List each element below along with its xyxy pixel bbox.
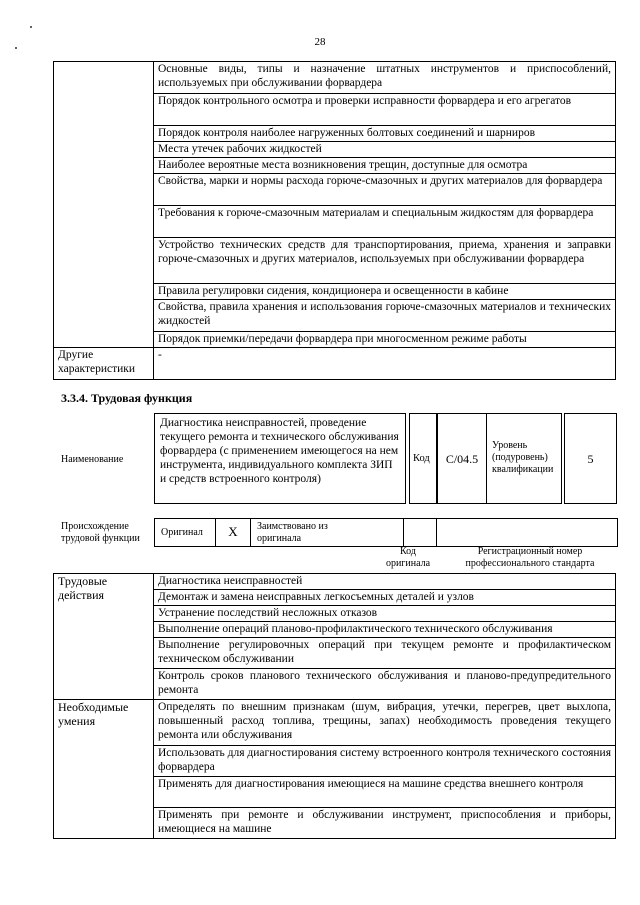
skills-label: Необходимые умения xyxy=(54,700,154,839)
knowledge-row: Порядок контроля наиболее нагруженных болтовых соединений и шарниров xyxy=(154,126,616,142)
origin-reg-box xyxy=(436,518,618,547)
knowledge-row: Свойства, марки и нормы расхода горюче-смазочных и других материалов для форвардера xyxy=(154,174,616,206)
original-mark-box xyxy=(215,518,251,547)
knowledge-label-cell xyxy=(54,62,154,348)
level-label-box xyxy=(486,413,562,504)
actions-label: Трудовые действия xyxy=(54,574,154,700)
action-row: Демонтаж и замена неисправных легкосъемных деталей и узлов xyxy=(154,590,616,606)
level-value: 5 xyxy=(587,452,594,466)
borrowed-label: Заимствовано из оригинала xyxy=(257,521,328,544)
level-value-box xyxy=(564,413,617,504)
code-label-box xyxy=(409,413,437,504)
original-label: Оригинал xyxy=(161,527,203,538)
skill-row: Определять по внешним признакам (шум, вибрация, утечки, перегрев, цвет выхлопа, повышенный расход топлива, трещины, запах) необходимость проведения текущего ремонта или обслуживания xyxy=(154,700,616,746)
knowledge-row: Порядок приемки/передачи форвардера при многосменном режиме работы xyxy=(154,332,616,348)
knowledge-row: Правила регулировки сидения, кондиционера и освещенности в кабине xyxy=(154,284,616,300)
scan-speck xyxy=(30,26,32,28)
other-characteristics-value: - xyxy=(154,348,616,380)
knowledge-table xyxy=(53,61,616,380)
reg-caption: Регистрационный номер профессионального стандарта xyxy=(465,546,595,569)
knowledge-row: Требования к горюче-смазочным материалам и специальным жидкостям для форвардера xyxy=(154,206,616,238)
original-label-box xyxy=(154,518,216,547)
skill-row: Применять для диагностирования имеющиеся на машине средства внешнего контроля xyxy=(154,777,616,808)
borrowed-label-box xyxy=(250,518,404,547)
action-row: Выполнение операций планово-профилактического технического обслуживания xyxy=(154,622,616,638)
origin-label: Происхождение трудовой функции xyxy=(61,521,140,544)
knowledge-row: Наиболее вероятные места возникновения трещин, доступные для осмотра xyxy=(154,158,616,174)
action-row: Диагностика неисправностей xyxy=(154,574,616,590)
code-caption: Код оригинала xyxy=(385,546,431,569)
scan-speck xyxy=(15,47,17,49)
knowledge-row: Свойства, правила хранения и использования горюче-смазочных материалов и технических жидкостей xyxy=(154,300,616,332)
skill-row: Применять при ремонте и обслуживании инструмент, приспособления и приборы, имеющиеся на машине xyxy=(154,808,616,839)
other-characteristics-label: Другие характеристики xyxy=(54,348,154,380)
action-row: Устранение последствий несложных отказов xyxy=(154,606,616,622)
code-value-box xyxy=(437,413,487,504)
knowledge-row: Порядок контрольного осмотра и проверки исправности форвардера и его агрегатов xyxy=(154,94,616,126)
name-value-box xyxy=(154,413,406,504)
knowledge-row: Места утечек рабочих жидкостей xyxy=(154,142,616,158)
page-number: 28 xyxy=(314,36,326,48)
code-label: Код xyxy=(413,453,430,464)
name-value: Диагностика неисправностей, проведение текущего ремонта и технического обслуживания форвардера (с применением имеющегося на нем инструмента, индивидуального комплекта ЗИП и средств встроенного контроля) xyxy=(160,417,399,485)
name-label: Наименование xyxy=(61,454,124,465)
action-row: Контроль сроков планового технического обслуживания и планово-предупредительного ремонта xyxy=(154,669,616,700)
level-label: Уровень (подуровень) квалификации xyxy=(492,440,554,475)
skill-row: Использовать для диагностирования систему встроенного контроля технического состояния форвардера xyxy=(154,746,616,777)
code-value: C/04.5 xyxy=(445,452,479,466)
action-row: Выполнение регулировочных операций при текущем ремонте и профилактическом техническом обслуживании xyxy=(154,638,616,669)
original-mark: X xyxy=(228,524,238,539)
origin-code-box xyxy=(403,518,437,547)
knowledge-row: Устройство технических средств для транспортирования, приема, хранения и заправки горюче-смазочных и других материалов, используемых при обслуживании форвардера xyxy=(154,238,616,284)
section-title: 3.3.4. Трудовая функция xyxy=(61,391,193,405)
knowledge-row: Основные виды, типы и назначение штатных инструментов и приспособлений, используемых при обслуживании форвардера xyxy=(154,62,616,94)
actions-skills-table xyxy=(53,573,616,839)
